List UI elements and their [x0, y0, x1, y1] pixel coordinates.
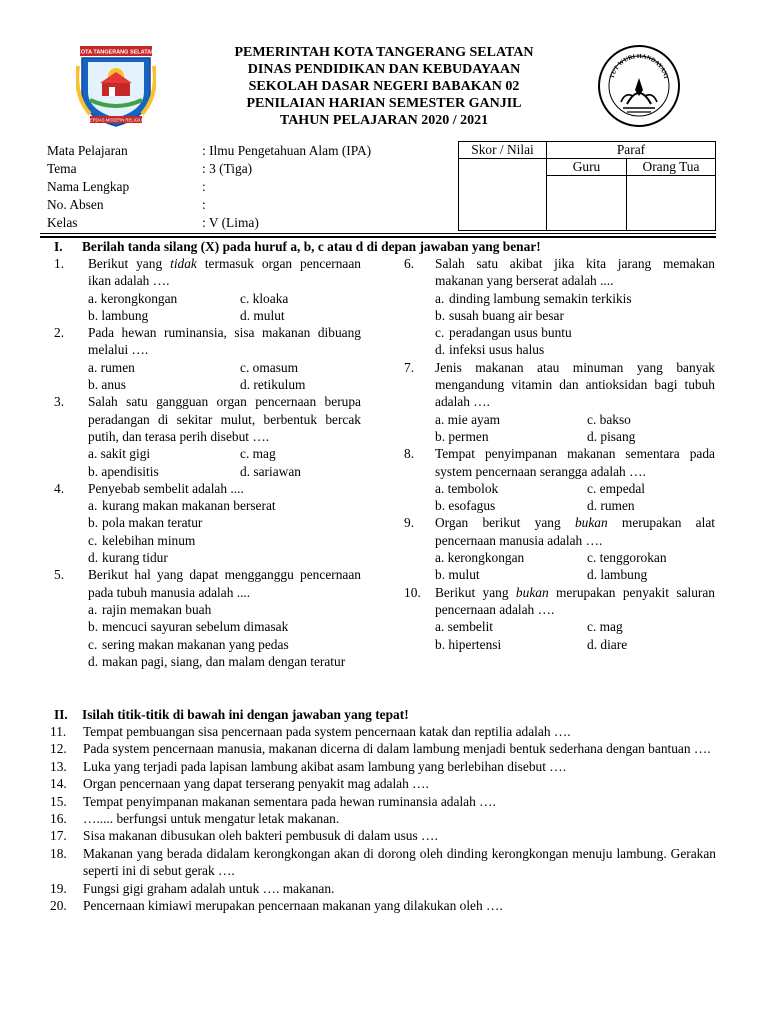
fill-in-questions — [50, 723, 716, 914]
option[interactable]: c. kloaka — [240, 290, 289, 306]
option[interactable]: d. lambung — [587, 567, 648, 583]
header-line: PEMERINTAH KOTA TANGERANG SELATAN — [234, 45, 534, 60]
question-number: 20. — [50, 898, 67, 914]
tut-wuri-handayani-logo — [597, 44, 681, 128]
divider — [626, 176, 627, 230]
option[interactable]: a. kurang makan makanan berserat — [88, 498, 276, 514]
option[interactable]: c. omasum — [240, 359, 299, 375]
info-label: Tema — [47, 161, 77, 176]
question-text: Salah satu gangguan organ pencernaan berupa peradangan di sekitar mulut, berbentuk bercak putih, dan terasa perih disebut …. — [88, 394, 361, 444]
options-row — [88, 307, 361, 324]
question-6 — [404, 255, 715, 359]
options-list — [88, 497, 361, 566]
question-number: 5. — [54, 567, 65, 583]
section-2-title: Isilah titik-titik di bawah ini dengan jawaban yang tepat! — [82, 707, 409, 722]
option[interactable]: c. mag — [240, 446, 276, 462]
question-number: 9. — [404, 515, 415, 531]
options-row — [88, 359, 361, 376]
info-row — [47, 160, 447, 178]
question-text: Luka yang terjadi pada lapisan lambung akibat asam lambung yang berlebihan disebut …. — [83, 758, 567, 774]
question-text: Sisa makanan dibusukan oleh bakteri pembusuk di dalam usus …. — [83, 828, 438, 844]
option[interactable]: d. infeksi usus halus — [435, 342, 545, 358]
question-text: Berikut yang tidak termasuk organ pencernaan ikan adalah …. — [88, 256, 361, 289]
options-row — [435, 549, 715, 566]
option[interactable]: a. rajin memakan buah — [88, 601, 212, 617]
option[interactable]: c. bakso — [587, 411, 631, 427]
question-8 — [404, 445, 715, 514]
options-row — [88, 290, 361, 307]
header-line: SEKOLAH DASAR NEGERI BABAKAN 02 — [248, 79, 520, 94]
option[interactable]: d. makan pagi, siang, dan malam dengan teratur — [88, 653, 346, 669]
guru-header: Guru — [547, 159, 627, 176]
option[interactable]: b. esofagus — [435, 498, 496, 514]
question-number: 19. — [50, 880, 67, 896]
option[interactable]: b. anus — [88, 377, 126, 393]
info-value: : — [202, 179, 206, 194]
header-line: TAHUN PELAJARAN 2020 / 2021 — [279, 113, 489, 128]
info-label: Kelas — [47, 215, 78, 230]
option[interactable]: d. mulut — [240, 307, 285, 323]
question-11 — [50, 723, 716, 740]
question-number: 6. — [404, 256, 415, 271]
questions-right-column — [404, 255, 715, 653]
score-box — [458, 141, 716, 231]
options-row — [435, 566, 715, 583]
info-value: : — [202, 197, 206, 212]
option[interactable]: d. retikulum — [240, 377, 306, 393]
question-4 — [54, 480, 361, 566]
question-text: Organ pencernaan yang dapat terserang penyakit mag adalah …. — [83, 776, 429, 792]
info-label: Nama Lengkap — [47, 179, 130, 194]
option[interactable]: d. kurang tidur — [88, 550, 168, 566]
options-row — [435, 428, 715, 445]
option[interactable]: a. kerongkongan — [435, 550, 525, 566]
question-9 — [404, 514, 715, 583]
info-value: : V (Lima) — [202, 215, 259, 230]
question-number: 12. — [50, 741, 67, 757]
options-row — [435, 618, 715, 635]
question-number: 18. — [50, 845, 67, 861]
question-number: 4. — [54, 480, 65, 496]
question-2 — [54, 324, 361, 393]
paraf-header: Paraf — [547, 142, 715, 159]
option[interactable]: c. tenggorokan — [587, 550, 667, 566]
option[interactable]: a. rumen — [88, 359, 135, 375]
divider — [40, 233, 716, 234]
question-14 — [50, 775, 716, 792]
question-text: Organ berikut yang bukan merupakan alat pencernaan manusia adalah …. — [435, 515, 715, 548]
option[interactable]: a. kerongkongan — [88, 290, 178, 306]
question-number: 15. — [50, 793, 67, 809]
question-number: 17. — [50, 828, 67, 844]
options-list — [88, 601, 361, 670]
option[interactable]: b. pola makan teratur — [88, 515, 203, 531]
question-15 — [50, 793, 716, 810]
options-list — [435, 290, 715, 359]
question-text: Tempat penyimpanan makanan sementara pada hewan ruminansia adalah …. — [83, 793, 496, 809]
question-text: Jenis makanan atau minuman yang banyak mengandung vitamin dan antioksidan bagi tubuh adalah …. — [435, 359, 715, 410]
question-text: …..... berfungsi untuk mengatur letak makanan. — [83, 811, 340, 827]
option[interactable]: c. peradangan usus buntu — [435, 325, 572, 341]
info-row — [47, 196, 447, 214]
option[interactable]: b. apendisitis — [88, 463, 159, 479]
question-number: 8. — [404, 446, 415, 462]
section-1-title: Berilah tanda silang (X) pada huruf a, b, c atau d di depan jawaban yang benar! — [82, 239, 541, 254]
logo-right-text: TUT WURI HANDAYANI — [608, 52, 670, 80]
option[interactable]: c. kelebihan minum — [88, 532, 196, 548]
info-row — [47, 214, 447, 232]
option[interactable]: a. sakit gigi — [88, 446, 151, 462]
question-number: 16. — [50, 811, 67, 827]
info-value: : 3 (Tiga) — [202, 161, 253, 176]
logo-left-motto: CERDAS MODERN RELIGIUS — [87, 117, 145, 123]
question-20 — [50, 897, 716, 914]
option[interactable]: d. sariawan — [240, 463, 301, 479]
svg-text:TUT WURI HANDAYANI — [609, 53, 670, 80]
option[interactable]: b. susah buang air besar — [435, 307, 564, 323]
questions-left-column — [54, 255, 361, 670]
option[interactable]: a. tembolok — [435, 480, 499, 496]
section-1-number: I. — [54, 239, 63, 254]
question-18 — [50, 845, 716, 880]
question-5 — [54, 566, 361, 670]
question-13 — [50, 758, 716, 775]
question-16 — [50, 810, 716, 827]
question-number: 7. — [404, 359, 415, 375]
option[interactable]: c. empedal — [587, 480, 645, 496]
student-info — [47, 142, 447, 232]
question-number: 14. — [50, 776, 67, 792]
option[interactable]: a. sembelit — [435, 619, 494, 635]
question-text: Pada hewan ruminansia, sisa makanan dibuang melalui …. — [88, 325, 361, 358]
option[interactable]: a. mie ayam — [435, 411, 501, 427]
question-text: Berikut hal yang dapat mengganggu pencernaan pada tubuh manusia adalah .... — [88, 567, 361, 600]
header-line: PENILAIAN HARIAN SEMESTER GANJIL — [246, 96, 522, 111]
options-row — [435, 497, 715, 514]
option[interactable]: c. sering makan makanan yang pedas — [88, 636, 289, 652]
score-header: Skor / Nilai — [459, 142, 546, 159]
question-text: Makanan yang berada didalam kerongkongan akan di dorong oleh dinding kerongkongan menuju lambung. Gerakan seperti ini di sebut gerak …. — [83, 845, 716, 879]
option[interactable]: c. mag — [587, 619, 623, 635]
header-line: DINAS PENDIDIKAN DAN KEBUDAYAAN — [247, 62, 521, 77]
options-row — [435, 480, 715, 497]
question-1 — [54, 255, 361, 324]
logo-left-text: KOTA TANGERANG SELATAN — [76, 49, 156, 56]
question-number: 11. — [50, 724, 67, 739]
option[interactable]: b. mulut — [435, 567, 480, 583]
question-number: 3. — [54, 394, 65, 410]
question-3 — [54, 393, 361, 479]
question-text: Berikut yang bukan merupakan penyakit saluran pencernaan adalah …. — [435, 584, 715, 617]
option[interactable]: b. hipertensi — [435, 636, 502, 652]
question-19 — [50, 880, 716, 897]
info-label: No. Absen — [47, 197, 104, 212]
options-row — [88, 463, 361, 480]
option[interactable]: a. dinding lambung semakin terkikis — [435, 290, 632, 306]
question-text: Fungsi gigi graham adalah untuk …. makanan. — [83, 880, 335, 896]
question-text: Penyebab sembelit adalah .... — [88, 480, 244, 496]
question-17 — [50, 827, 716, 844]
question-text: Pencernaan kimiawi merupakan pencernaan makanan yang dilakukan oleh …. — [83, 898, 503, 914]
option[interactable]: b. permen — [435, 428, 489, 444]
question-number: 10. — [404, 584, 421, 600]
question-number: 13. — [50, 758, 67, 774]
option[interactable]: d. diare — [587, 636, 628, 652]
question-7 — [404, 359, 715, 445]
question-text: Pada system pencernaan manusia, makanan dicerna di dalam lambung menjadi bentuk sederhana dengan bantuan …. — [83, 741, 711, 757]
option[interactable]: d. rumen — [587, 498, 635, 514]
info-value: : Ilmu Pengetahuan Alam (IPA) — [202, 143, 372, 158]
orang-tua-header: Orang Tua — [627, 159, 715, 176]
option[interactable]: b. lambung — [88, 307, 149, 323]
options-row — [435, 636, 715, 653]
question-text: Tempat penyimpanan makanan sementara pada system pencernaan serangga adalah …. — [435, 446, 715, 479]
question-12 — [50, 740, 716, 757]
section-2-number: II. — [54, 707, 68, 722]
question-10 — [404, 584, 715, 653]
info-row — [47, 142, 447, 160]
option[interactable]: b. mencuci sayuran sebelum dimasak — [88, 619, 289, 635]
options-row — [435, 411, 715, 428]
option[interactable]: d. pisang — [587, 428, 636, 444]
question-text: Salah satu akibat jika kita jarang memakan makanan yang berserat adalah .... — [435, 256, 715, 289]
question-number: 1. — [54, 256, 65, 271]
options-row — [88, 445, 361, 462]
options-row — [88, 376, 361, 393]
question-number: 2. — [54, 325, 65, 341]
info-row — [47, 178, 447, 196]
question-text: Tempat pembuangan sisa pencernaan pada system pencernaan katak dan reptilia adalah …. — [83, 724, 571, 739]
info-label: Mata Pelajaran — [47, 143, 128, 158]
